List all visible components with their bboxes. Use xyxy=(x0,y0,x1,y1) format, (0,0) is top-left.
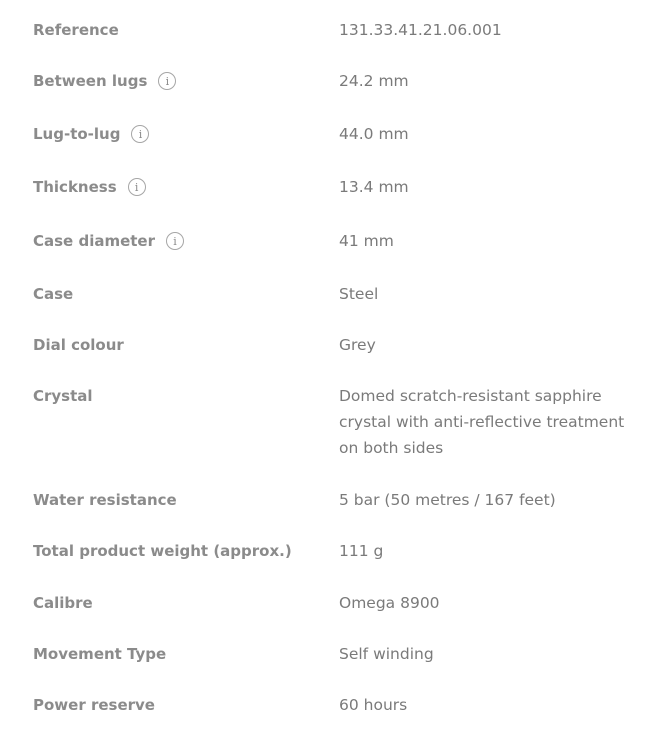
spec-value-calibre: Omega 8900 xyxy=(339,594,440,612)
spec-value-movement-type: Self winding xyxy=(339,645,434,663)
spec-label-movement-type: Movement Type xyxy=(33,645,167,663)
info-icon[interactable]: i xyxy=(158,72,176,90)
spec-label-between-lugs: Between lugs xyxy=(33,72,148,90)
spec-value-weight: 111 g xyxy=(339,542,384,560)
spec-value-dial-colour: Grey xyxy=(339,336,376,354)
info-icon[interactable]: i xyxy=(131,125,149,143)
spec-label-thickness: Thickness xyxy=(33,178,117,196)
spec-value-thickness: 13.4 mm xyxy=(339,178,409,196)
spec-value-lug-to-lug: 44.0 mm xyxy=(339,125,409,143)
spec-value-between-lugs: 24.2 mm xyxy=(339,72,409,90)
spec-value-case: Steel xyxy=(339,285,379,303)
spec-value-water-resistance: 5 bar (50 metres / 167 feet) xyxy=(339,491,556,509)
spec-label-crystal: Crystal xyxy=(33,387,93,405)
spec-value-power-reserve: 60 hours xyxy=(339,696,408,714)
spec-label-water-resistance: Water resistance xyxy=(33,491,177,509)
spec-label-lug-to-lug: Lug-to-lug xyxy=(33,125,121,143)
info-icon[interactable]: i xyxy=(166,232,184,250)
spec-label-calibre: Calibre xyxy=(33,594,93,612)
spec-value-crystal: Domed scratch-resistant sapphire crystal with anti-reflective treatment on both sides xyxy=(339,387,625,457)
info-icon[interactable]: i xyxy=(128,178,146,196)
spec-value-reference: 131.33.41.21.06.001 xyxy=(339,21,502,39)
spec-value-case-diameter: 41 mm xyxy=(339,232,394,250)
spec-label-case-diameter: Case diameter xyxy=(33,232,155,250)
spec-label-case: Case xyxy=(33,285,74,303)
spec-label-reference: Reference xyxy=(33,21,119,39)
spec-label-dial-colour: Dial colour xyxy=(33,336,124,354)
spec-label-weight: Total product weight (approx.) xyxy=(33,542,292,560)
spec-label-power-reserve: Power reserve xyxy=(33,696,155,714)
